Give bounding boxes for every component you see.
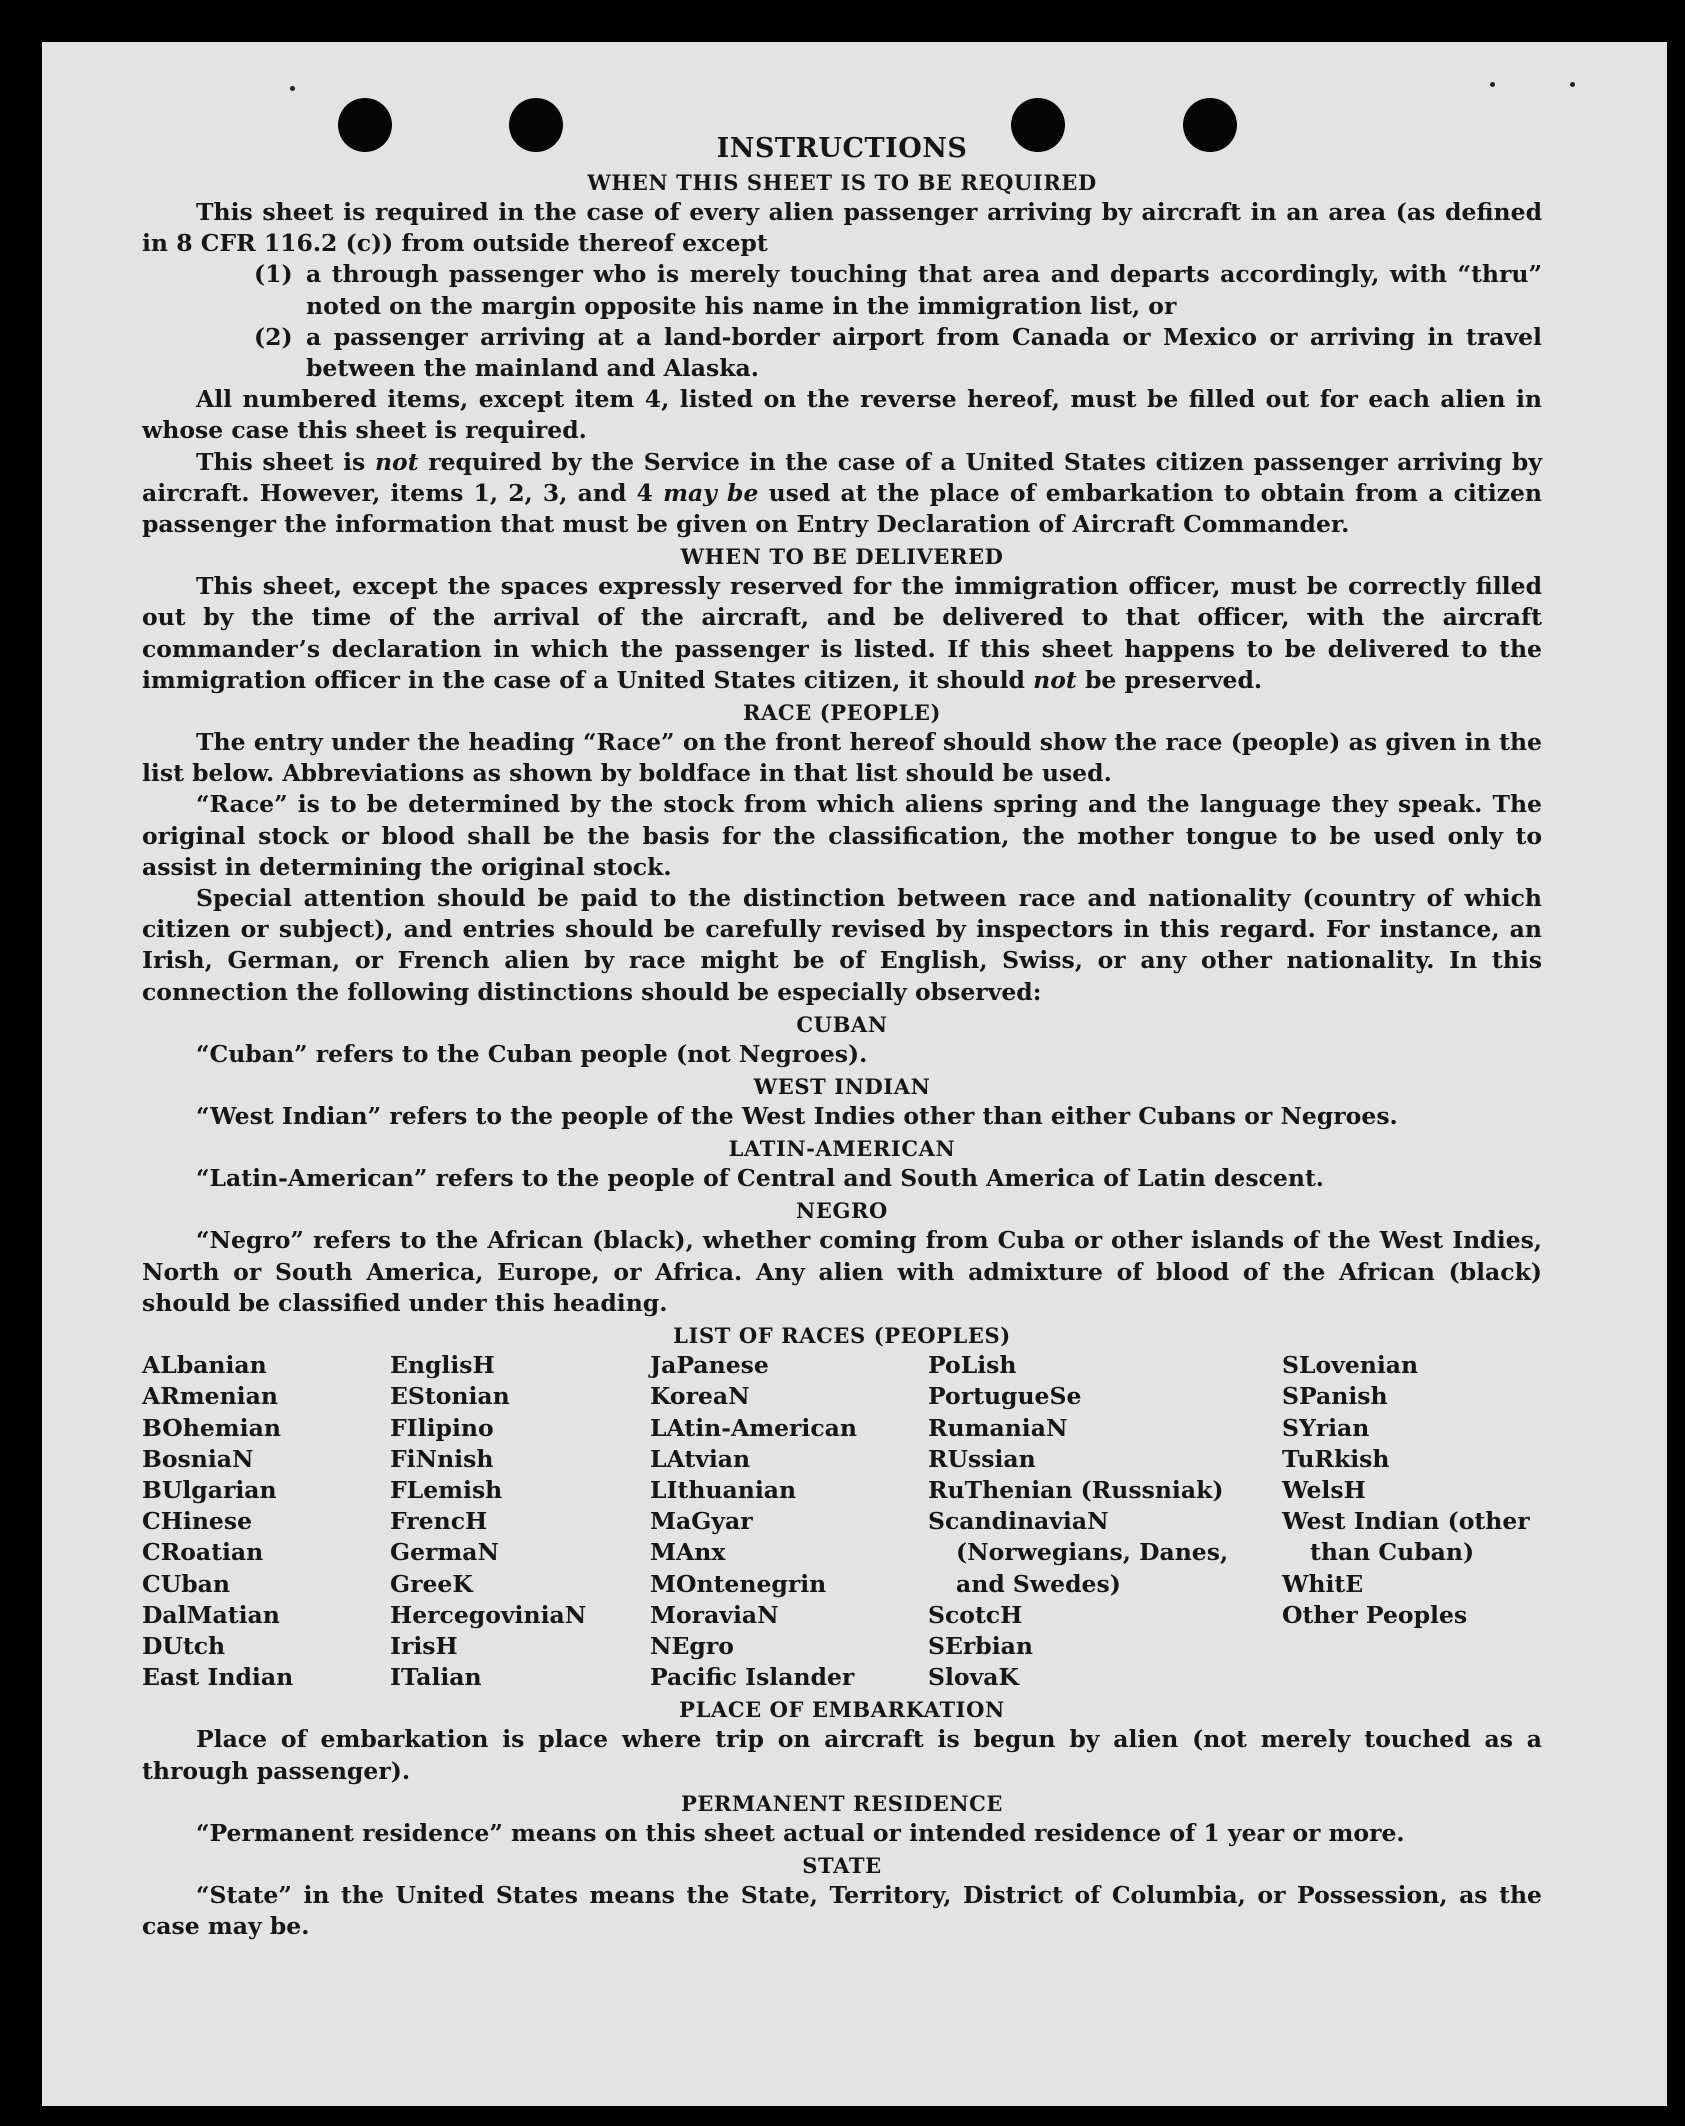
race-column (390, 1350, 650, 1693)
race-item: FrencH (390, 1507, 488, 1536)
section-heading: LIST OF RACES (PEOPLES) (673, 1323, 1011, 1349)
race-item: PortugueSe (928, 1382, 1082, 1411)
race-item: ScandinaviaN (Norwegians, Danes, and Swedes) (928, 1507, 1229, 1598)
race-item: West Indian (other than Cuban) (1282, 1507, 1530, 1567)
section-heading: PLACE OF EMBARKATION (679, 1697, 1005, 1723)
instructions-text (142, 132, 1542, 1942)
paragraph: “State” in the United States means the State, Territory, District of Columbia, or Possession, as the case may be. (142, 1880, 1542, 1941)
race-item: BUlgarian (142, 1475, 277, 1504)
paragraph: This sheet is required in the case of every alien passenger arriving by aircraft in an area (as defined in 8 CFR 116.2 (c)) from outside thereof except (142, 198, 1542, 258)
race-item: East Indian (142, 1663, 294, 1692)
paragraph: Place of embarkation is place where trip on aircraft is begun by alien (not merely touched as a through passenger). (142, 1725, 1542, 1785)
page-title: INSTRUCTIONS (716, 133, 968, 164)
race-item: SYrian (1282, 1413, 1370, 1442)
item-text: a passenger arriving at a land-border airport from Canada or Mexico or arriving in travel between the mainland and Alaska. (306, 322, 1542, 383)
item-number: (2) (254, 322, 293, 351)
text-run: in that list should be used. (750, 759, 1112, 788)
section-heading: NEGRO (796, 1198, 888, 1224)
race-item: CRoatian (142, 1538, 264, 1567)
race-column (650, 1350, 928, 1693)
race-item: EnglisH (390, 1351, 495, 1380)
race-item: MOntenegrin (650, 1569, 827, 1598)
paragraph: “West Indian” refers to the people of the West Indies other than either Cubans or Negroes. (196, 1102, 1398, 1131)
race-item: Other Peoples (1282, 1600, 1468, 1629)
race-item: BosniaN (142, 1444, 254, 1473)
section-heading: RACE (PEOPLE) (742, 700, 942, 726)
section-heading: WEST INDIAN (753, 1074, 931, 1100)
race-item: LAtvian (650, 1444, 751, 1473)
race-item: HercegoviniaN (390, 1600, 587, 1629)
race-item: Pacific Islander (650, 1663, 855, 1692)
race-column (928, 1350, 1282, 1693)
race-item: RUssian (928, 1444, 1036, 1473)
paragraph: “Race” is to be determined by the stock from which aliens spring and the language they speak. The original stock or blood shall be the basis for the classification, the mother tongue to be used only to assist in determining the original stock. (142, 790, 1542, 881)
paragraph: “Permanent residence” means on this sheet actual or intended residence of 1 year or more. (196, 1818, 1405, 1847)
race-item: GreeK (390, 1569, 473, 1598)
paragraph: “Cuban” refers to the Cuban people (not Negroes). (196, 1039, 868, 1068)
section-heading: WHEN TO BE DELIVERED (680, 544, 1004, 570)
text-run: used at the place of embarkation to obtain from a citizen passenger the information that must be given on Entry Declaration of Aircraft Commander. (142, 478, 1542, 539)
race-item: MaGyar (650, 1507, 753, 1536)
race-item: MAnx (650, 1538, 726, 1567)
race-item: WhitE (1282, 1569, 1364, 1598)
text-run: This sheet is (196, 447, 375, 476)
list-item (142, 259, 1542, 321)
race-item: WelsH (1282, 1475, 1366, 1504)
race-column (1282, 1350, 1542, 1693)
race-item: LAtin-American (650, 1413, 857, 1442)
race-item: KoreaN (650, 1382, 750, 1411)
race-item: TuRkish (1282, 1444, 1390, 1473)
race-item: FIlipino (390, 1413, 494, 1442)
speck (290, 86, 295, 91)
section-heading: PERMANENT RESIDENCE (680, 1790, 1004, 1816)
race-item: GermaN (390, 1538, 499, 1567)
paragraph (142, 727, 1542, 789)
race-item: NEgro (650, 1631, 734, 1660)
section-heading: STATE (802, 1852, 882, 1878)
race-item: LIthuanian (650, 1475, 797, 1504)
race-item: BOhemian (142, 1413, 281, 1442)
text-run: required by the Service in the case of a United States citizen passenger arriving by aircraft. However, items 1, 2, 3, and 4 (142, 447, 1542, 507)
race-item: PoLish (928, 1351, 1017, 1380)
paragraph (142, 447, 1542, 541)
race-item: FiNnish (390, 1444, 494, 1473)
text-run: The entry under the heading “Race” on the front hereof should show the race (people) as given in the list below. Abbreviations as shown by (142, 728, 1542, 788)
item-text: a through passenger who is merely touching that area and departs accordingly, with “thru” noted on the margin opposite his name in the immigration list, or (306, 260, 1542, 320)
race-item: SPanish (1282, 1382, 1388, 1411)
race-column (142, 1350, 390, 1693)
bold-word: boldface (638, 759, 751, 788)
emphasis: not (1033, 665, 1077, 694)
race-item: EStonian (390, 1382, 510, 1411)
emphasis: not (374, 447, 419, 476)
race-item: IrisH (390, 1631, 458, 1660)
race-item: MoraviaN (650, 1600, 779, 1629)
race-item: ALbanian (142, 1351, 267, 1380)
speck (1490, 82, 1495, 87)
race-item: DUtch (142, 1631, 226, 1660)
paragraph: Special attention should be paid to the distinction between race and nationality (country of which citizen or subject), and entries should be carefully revised by inspectors in this regard. For instance, an Irish, German, or French alien by race might be of English, Swiss, or any other nationality. In this connection the following distinctions should be especially observed: (142, 884, 1542, 1006)
race-list (142, 1350, 1542, 1693)
race-item: FLemish (390, 1475, 503, 1504)
text-run: This sheet, except the spaces expressly reserved for the immigration officer, must be correctly filled out by the time of the arrival of the aircraft, and be delivered to that officer, with the aircraft commander’s declaration in which the passenger is listed. If this sheet happens to be delivered to the immigration officer in the case of a United States citizen, it should (142, 572, 1542, 694)
race-item: CUban (142, 1569, 230, 1598)
race-item: RuThenian (Russniak) (928, 1475, 1224, 1504)
emphasis: may be (663, 478, 759, 507)
section-heading: LATIN-AMERICAN (728, 1136, 956, 1162)
race-item: SErbian (928, 1631, 1033, 1660)
race-item: ScotcH (928, 1600, 1023, 1629)
paragraph: All numbered items, except item 4, listed on the reverse hereof, must be filled out for each alien in whose case this sheet is required. (142, 385, 1542, 445)
race-item: ITalian (390, 1663, 482, 1692)
race-item: ARmenian (142, 1382, 278, 1411)
race-item: SLovenian (1282, 1351, 1419, 1380)
race-item: SlovaK (928, 1663, 1019, 1692)
speck (1570, 82, 1575, 87)
list-item (142, 322, 1542, 384)
paragraph: “Latin-American” refers to the people of Central and South America of Latin descent. (196, 1164, 1324, 1193)
item-number: (1) (254, 260, 293, 289)
paragraph (142, 571, 1542, 696)
paragraph: “Negro” refers to the African (black), whether coming from Cuba or other islands of the West Indies, North or South America, Europe, or Africa. Any alien with admixture of blood of the African (black) should be classified under this heading. (142, 1226, 1542, 1317)
race-item: RumaniaN (928, 1413, 1068, 1442)
text-run: be preserved. (1076, 665, 1263, 694)
race-item: JaPanese (650, 1351, 769, 1380)
race-item: DalMatian (142, 1600, 280, 1629)
section-heading: WHEN THIS SHEET IS TO BE REQUIRED (587, 170, 1097, 195)
section-heading: CUBAN (796, 1011, 888, 1037)
race-item: CHinese (142, 1507, 253, 1536)
